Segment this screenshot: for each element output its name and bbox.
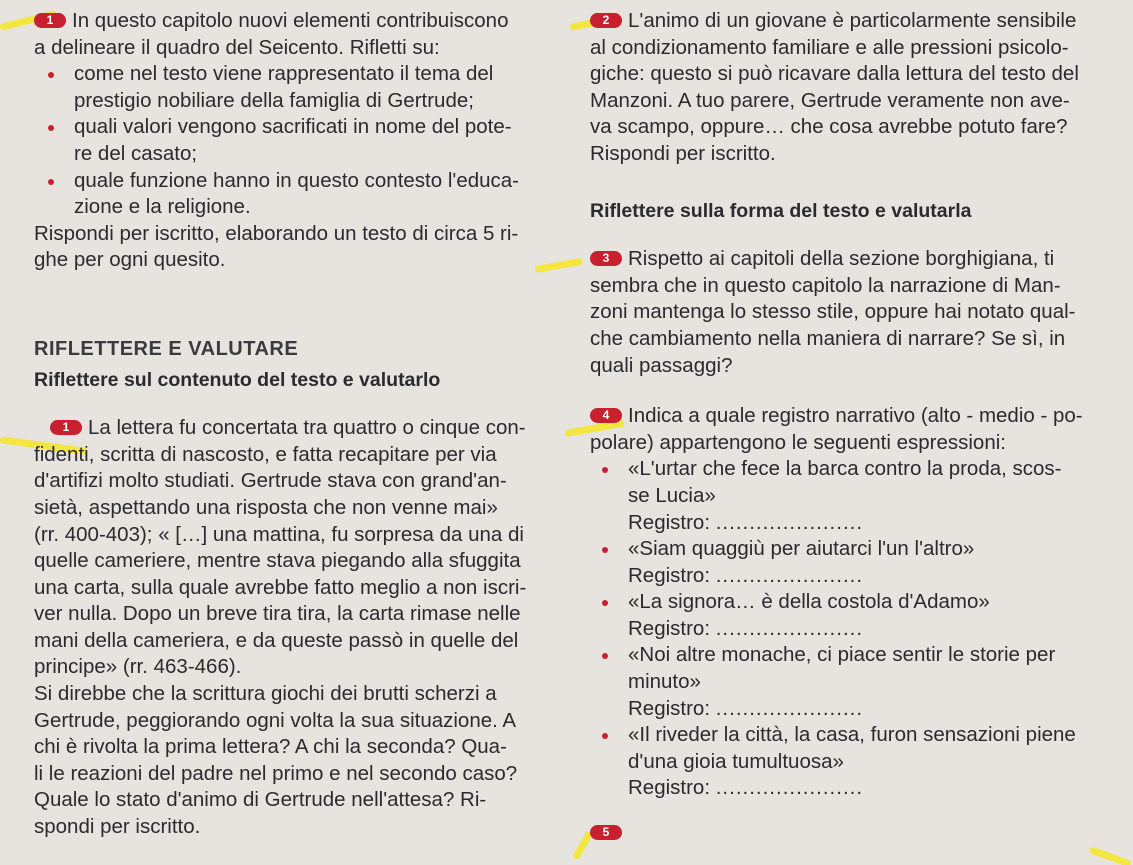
registro-blank[interactable]: Registro: ...................... bbox=[628, 616, 864, 640]
registro-blank[interactable]: Registro: ...................... bbox=[628, 776, 864, 800]
exercise-text: Rispondi per iscritto, elaborando un testo di circa 5 ri- bbox=[34, 221, 519, 245]
exercise-3: 3 Rispetto ai capitoli della sezione borghigiana, ti sembra che in questo capitolo la narrazione di Man- zoni mantenga lo stesso stile, oppure hai notato qual- che cambiamento nella maniera di narrare? Se sì, in quali passaggi? bbox=[590, 247, 1076, 377]
exercise-2: 2 L'animo di un giovane è particolarmente sensibile al condizionamento familiare e alle pressioni psicolo- giche: questo si può ricavare dalla lettura del testo del Manzoni. A tuo parere, Gertrude veramente non ave- va scampo, oppure… che cosa avrebbe potuto fare? Rispondi per iscritto. bbox=[590, 9, 1079, 165]
bullet-item: quali valori vengono sacrificati in nome del pote- re del casato; bbox=[34, 114, 554, 167]
registro-blank[interactable]: Registro: ...................... bbox=[628, 510, 864, 534]
left-column bbox=[34, 8, 554, 841]
expression-item: «L'urtar che fece la barca contro la proda, scos- se Lucia» Registro: ...................... bbox=[590, 456, 1130, 536]
exercise-1-content: 1 La lettera fu concertata tra quattro o cinque con- fidenti, scritta di nascosto, e fatta recapitare per via d'artifizi molto studiati. Gertrude stava con grand'an- sietà, aspettando una risposta che non venne mai» (rr. 400-403); « […] una mattina, fu sorpresa da una di quelle cameriere, mentre stava piegando alla sfuggita una carta, sulla quale avrebbe fatto meglio a non iscri- ver nulla. Dopo un breve tira tira, la carta rimase nelle mani della cameriera, e da queste passò in quelle del principe» (rr. 463-466). Si direbbe che la scrittura giochi dei brutti scherzi a Gertrude, peggiorando ogni volta la sua situazione. A chi è rivolta la prima lettera? A chi la seconda? Qua- li le reazioni del padre nel primo e nel secondo caso? Quale lo stato d'animo di Gertrude nell'attesa? Ri- spondi per iscritto. bbox=[34, 416, 527, 839]
exercise-number-badge: 1 bbox=[50, 420, 82, 435]
exercise-text: ghe per ogni quesito. bbox=[34, 248, 226, 272]
exercise-1-intro bbox=[34, 8, 554, 274]
exercise-5 bbox=[590, 820, 1130, 847]
form-section-title: Riflettere sulla forma del testo e valutarla bbox=[590, 199, 972, 222]
exercise-number-badge: 1 bbox=[34, 13, 66, 28]
section-title: RIFLETTERE E VALUTARE bbox=[34, 337, 299, 360]
exercise-number-badge: 4 bbox=[590, 408, 622, 423]
exercise-number-badge: 5 bbox=[590, 825, 622, 840]
bullet-item: come nel testo viene rappresentato il tema del prestigio nobiliare della famiglia di Gertrude; bbox=[34, 61, 554, 114]
registro-blank[interactable]: Registro: ...................... bbox=[628, 696, 864, 720]
expression-list bbox=[590, 456, 1130, 802]
exercise-4: 4 Indica a quale registro narrativo (alto - medio - po- polare) appartengono le seguenti espressioni: «L'urtar che fece la barca contro la proda, scos- se Lucia» Registro: ...................... «Siam quaggiù per aiutarci l'un l'altro» Registro: ...................... «La signora… è della costola d'Adamo» Registro: ...................... «Noi altre monache, ci piace sentir le storie per minuto» Registro: ...................... «Il riveder la città, la casa, furon sensazioni piene d'una gioia tumultuosa» Registro: ...................... bbox=[590, 403, 1130, 802]
registro-blank[interactable]: Registro: ...................... bbox=[628, 563, 864, 587]
bullet-item: quale funzione hanno in questo contesto l'educa- zione e la religione. bbox=[34, 168, 554, 221]
exercise-number-badge: 3 bbox=[590, 251, 622, 266]
exercise-text: In questo capitolo nuovi elementi contribuiscono bbox=[72, 9, 509, 32]
bullet-list bbox=[34, 61, 554, 221]
highlight-mark bbox=[1089, 846, 1132, 865]
expression-item: «Siam quaggiù per aiutarci l'un l'altro» Registro: ...................... bbox=[590, 536, 1130, 589]
expression-item: «La signora… è della costola d'Adamo» Registro: ...................... bbox=[590, 589, 1130, 642]
expression-item: «Noi altre monache, ci piace sentir le storie per minuto» Registro: ...................... bbox=[590, 642, 1130, 722]
exercise-number-badge: 2 bbox=[590, 13, 622, 28]
right-column bbox=[590, 8, 1130, 847]
expression-item: «Il riveder la città, la casa, furon sensazioni piene d'una gioia tumultuosa» Registro: ...................... bbox=[590, 722, 1130, 802]
exercise-text: a delineare il quadro del Seicento. Rifletti su: bbox=[34, 35, 440, 59]
subsection-title: Riflettere sul contenuto del testo e valutarlo bbox=[34, 368, 441, 391]
